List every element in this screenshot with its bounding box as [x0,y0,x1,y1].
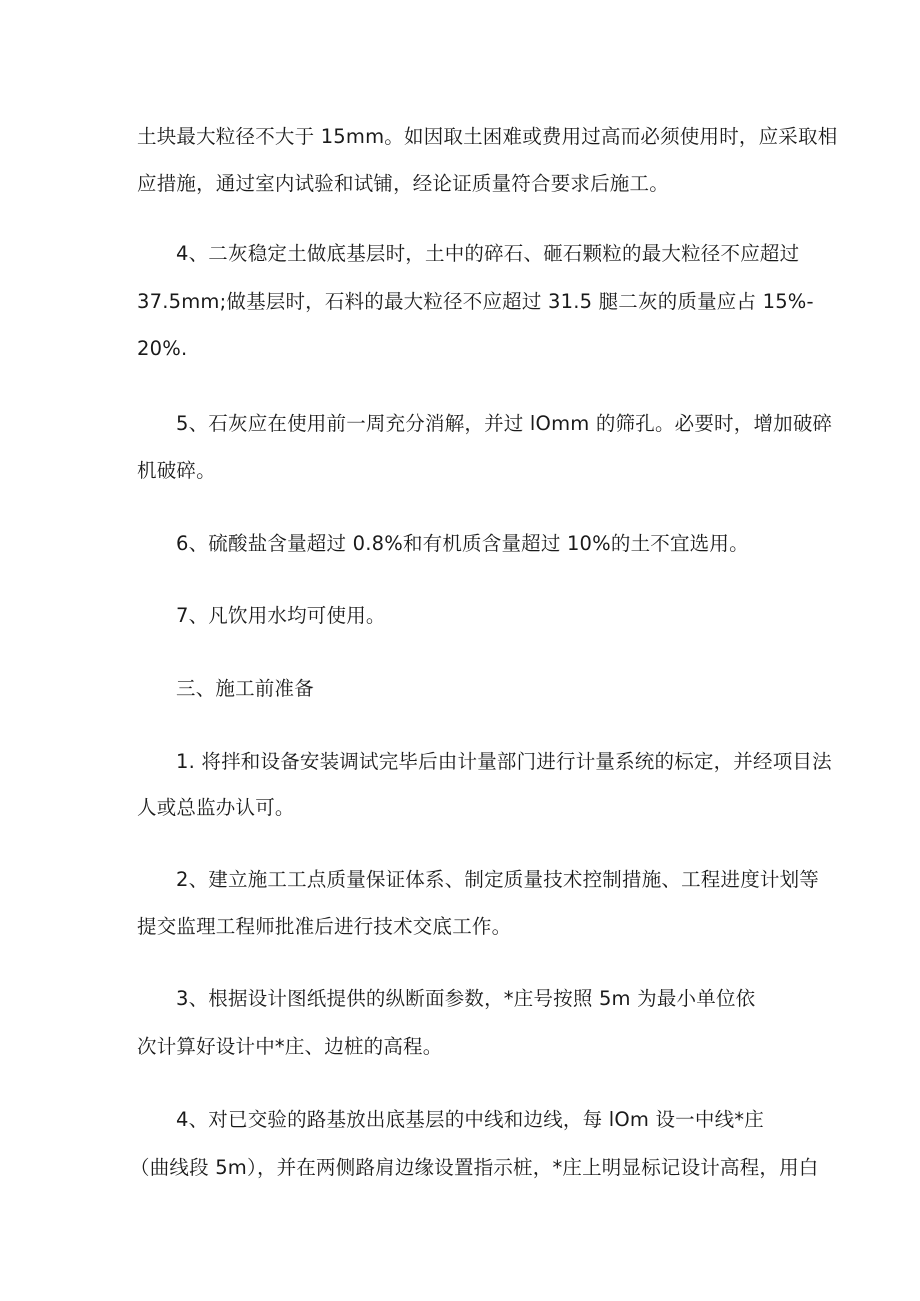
text-line-16: 次计算好设计中*庄、边桩的高程。 [137,1035,443,1058]
text-line-18: （曲线段 5m），并在两侧路肩边缘设置指示桩，*庄上明显标记设计高程，用白 [130,1156,819,1179]
text-line-8: 6、硫酸盐含量超过 0.8%和有机质含量超过 10%的土不宜选用。 [176,532,749,555]
text-line-7: 机破碎。 [137,459,216,482]
text-line-14: 提交监理工程师批准后进行技术交底工作。 [137,915,512,938]
text-line-12: 人或总监办认可。 [137,796,295,819]
text-line-15: 3、根据设计图纸提供的纵断面参数，*庄号按照 5m 为最小单位依 [176,987,756,1010]
text-line-13: 2、建立施工工点质量保证体系、制定质量技术控制措施、工程进度计划等 [176,868,820,891]
text-line-2: 应措施，通过室内试验和试铺，经论证质量符合要求后施工。 [137,172,669,195]
text-line-4: 37.5mm;做基层时，石料的最大粒径不应超过 31.5 腿二灰的质量应占 15%- [137,290,814,313]
section-heading: 三、施工前准备 [176,677,314,700]
text-line-5: 20%. [137,337,188,360]
text-line-9: 7、凡饮用水均可使用。 [176,604,386,627]
text-line-17: 4、对已交验的路基放出底基层的中线和边线，每 lOm 设一中线*庄 [176,1108,764,1131]
text-line-1: 土块最大粒径不大于 15mm。如因取土困难或费用过高而必须使用时，应采取相 [137,125,838,148]
text-line-11: 1. 将拌和设备安装调试完毕后由计量部门进行计量系统的标定，并经项目法 [176,750,832,773]
text-line-6: 5、石灰应在使用前一周充分消解，并过 lOmm 的筛孔。必要时，增加破碎 [176,412,833,435]
text-line-3: 4、二灰稳定土做底基层时，土中的碎石、砸石颗粒的最大粒径不应超过 [176,242,800,265]
